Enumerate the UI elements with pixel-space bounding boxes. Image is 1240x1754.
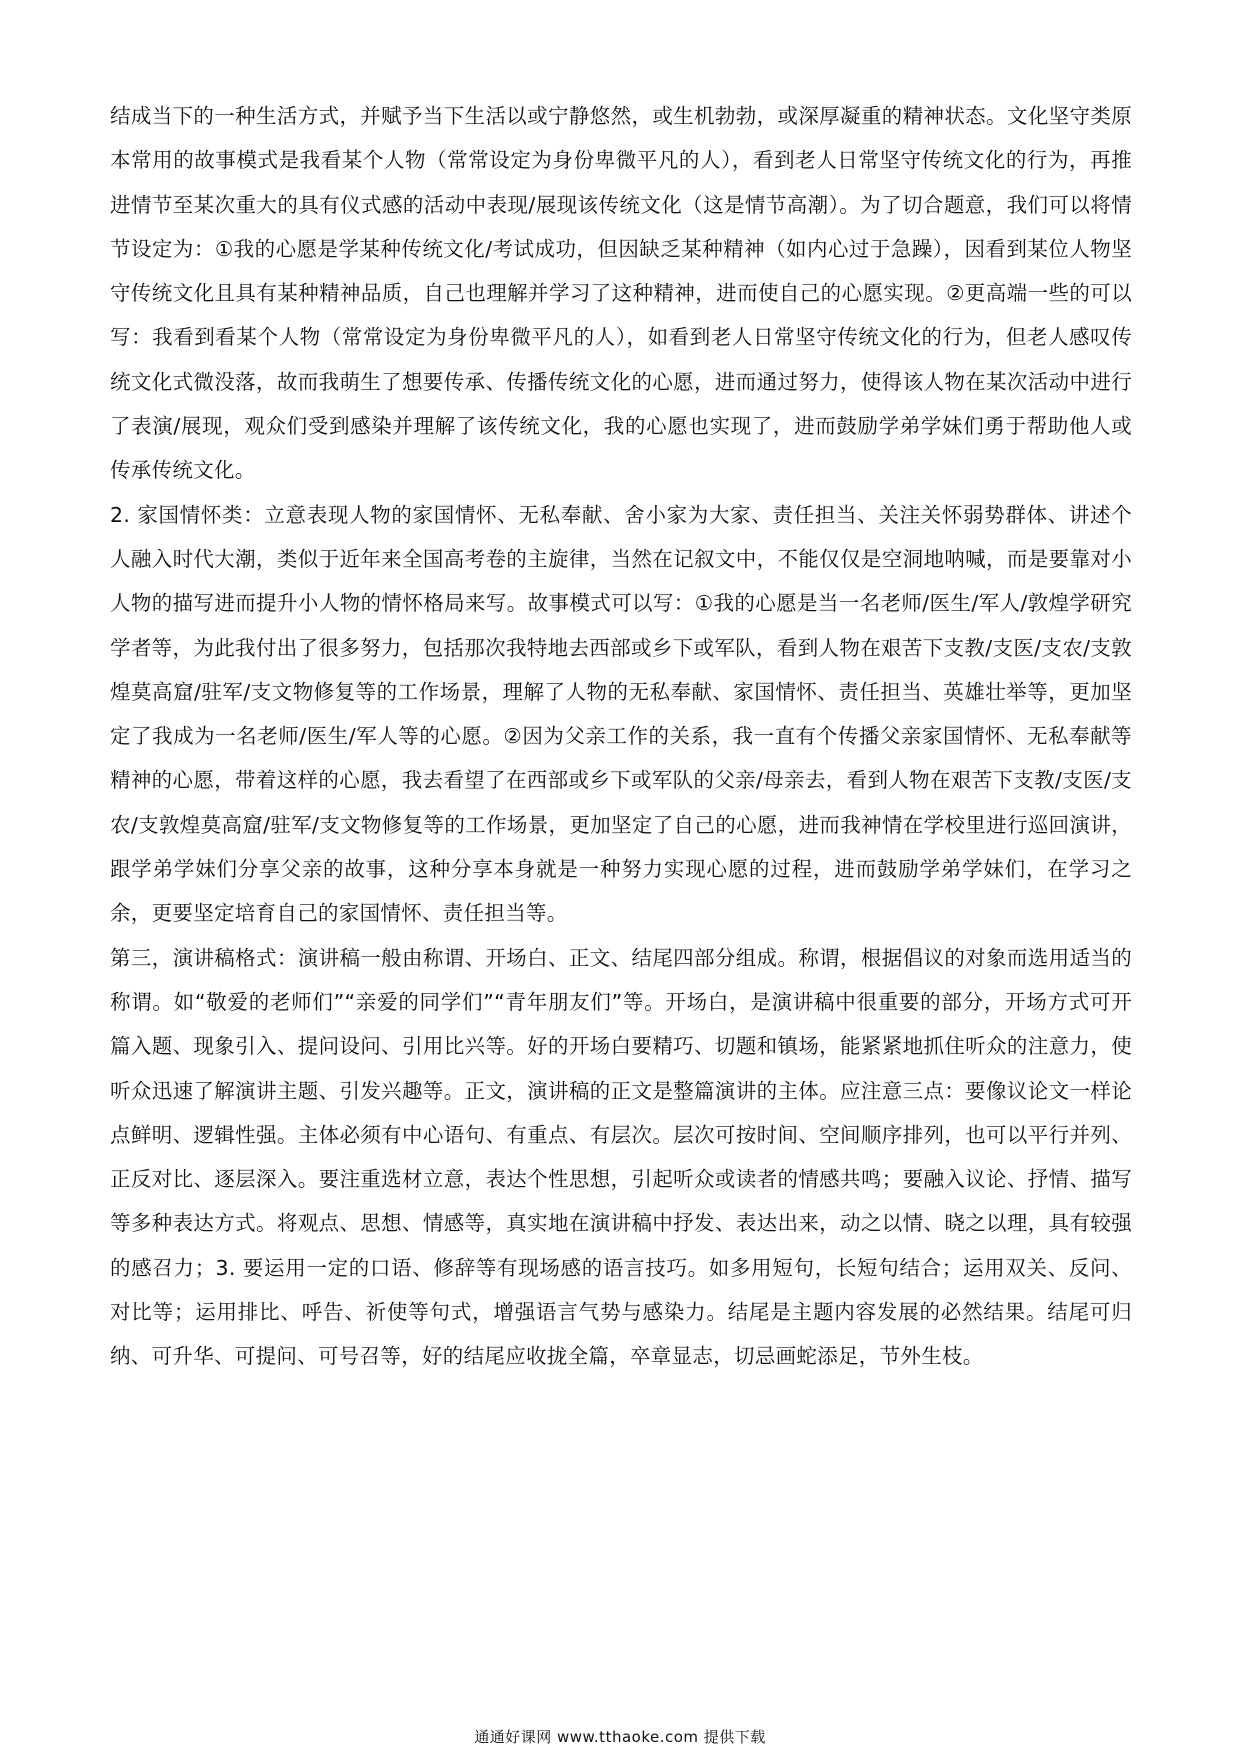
page-footer: 通通好课网 www.tthaoke.com 提供下载 bbox=[474, 1728, 766, 1746]
paragraph-patriotism: 2. 家国情怀类：立意表现人物的家国情怀、无私奉献、舍小家为大家、责任担当、关注关怀弱势群体、讲述个人融入时代大潮，类似于近年来全国高考卷的主旋律，当然在记叙文中，不能仅仅是空洞地呐喊，而是要靠对小人物的描写进而提升小人物的情怀格局来写。故事模式可以写：①我的心愿是当一名老师/医生/军人/敦煌学研究学者等，为此我付出了很多努力，包括那次我特地去西部或乡下或军队，看到人物在艰苦下支教/支医/支农/支敦煌莫高窟/驻军/支文物修复等的工作场景，理解了人物的无私奉献、家国情怀、责任担当、英雄壮举等，更加坚定了我成为一名老师/医生/军人等的心愿。②因为父亲工作的关系，我一直有个传播父亲家国情怀、无私奉献等精神的心愿，带着这样的心愿，我去看望了在西部或乡下或军队的父亲/母亲去，看到人物在艰苦下支教/支医/支农/支敦煌莫高窟/驻军/支文物修复等的工作场景，更加坚定了自己的心愿，进而我神情在学校里进行巡回演讲，跟学弟学妹们分享父亲的故事，这种分享本身就是一种努力实现心愿的过程，进而鼓励学弟学妹们，在学习之余，更要坚定培育自己的家国情怀、责任担当等。 bbox=[110, 502, 1132, 926]
paragraph-cultural-heritage: 结成当下的一种生活方式，并赋予当下生活以或宁静悠然，或生机勃勃，或深厚凝重的精神状态。文化坚守类原本常用的故事模式是我看某个人物（常常设定为身份卑微平凡的人），看到老人日常坚守传统文化的行为，再推进情节至某次重大的具有仪式感的活动中表现/展现该传统文化（这是情节高潮）。为了切合题意，我们可以将情节设定为：①我的心愿是学某种传统文化/考试成功，但因缺乏某种精神（如内心过于急躁），因看到某位人物坚守传统文化且具有某种精神品质，自己也理解并学习了这种精神，进而使自己的心愿实现。②更高端一些的可以写：我看到看某个人物（常常设定为身份卑微平凡的人），如看到老人日常坚守传统文化的行为，但老人感叹传统文化式微没落，故而我萌生了想要传承、传播传统文化的心愿，进而通过努力，使得该人物在某次活动中进行了表演/展现，观众们受到感染并理解了该传统文化，我的心愿也实现了，进而鼓励学弟学妹们勇于帮助他人或传承传统文化。 bbox=[110, 104, 1132, 483]
document-body bbox=[110, 94, 1132, 1379]
paragraph-speech-format: 第三，演讲稿格式：演讲稿一般由称谓、开场白、正文、结尾四部分组成。称谓，根据倡议的对象而选用适当的称谓。如“敬爱的老师们”“亲爱的同学们”“青年朋友们”等。开场白，是演讲稿中很重要的部分，开场方式可开篇入题、现象引入、提问设问、引用比兴等。好的开场白要精巧、切题和镇场，能紧紧地抓住听众的注意力，使听众迅速了解演讲主题、引发兴趣等。正文，演讲稿的正文是整篇演讲的主体。应注意三点：要像议论文一样论点鲜明、逻辑性强。主体必须有中心语句、有重点、有层次。层次可按时间、空间顺序排列，也可以平行并列、正反对比、逐层深入。要注重选材立意，表达个性思想，引起听众或读者的情感共鸣；要融入议论、抒情、描写等多种表达方式。将观点、思想、情感等，真实地在演讲稿中抒发、表达出来，动之以情、晓之以理，具有较强的感召力；3. 要运用一定的口语、修辞等有现场感的语言技巧。如多用短句，长短句结合；运用双关、反问、对比等；运用排比、呼告、祈使等句式，增强语言气势与感染力。结尾是主题内容发展的必然结果。结尾可归纳、可升华、可提问、可号召等，好的结尾应收拢全篇，卒章显志，切忌画蛇添足，节外生枝。 bbox=[110, 945, 1132, 1369]
